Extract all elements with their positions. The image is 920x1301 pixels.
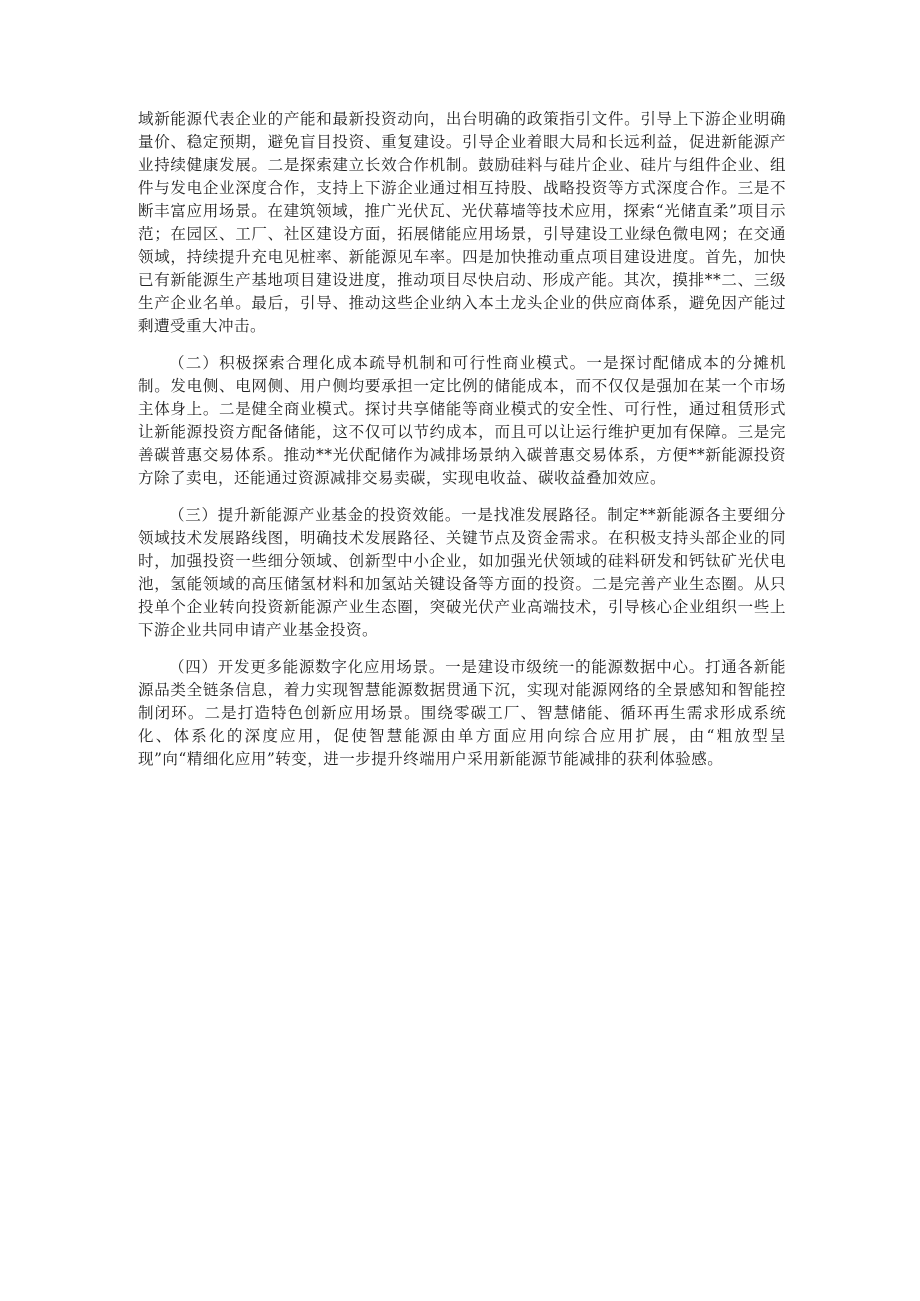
paragraph-section-2: （二）积极探索合理化成本疏导机制和可行性商业模式。一是探讨配储成本的分摊机制。发电侧、电网侧、用户侧均要承担一定比例的储能成本，而不仅仅是强加在某一个市场主体身上。二是健全商业模式。探讨共享储能等商业模式的安全性、可行性，通过租赁形式让新能源投资方配备储能，这不仅可以节约成本，而且可以让运行维护更加有保障。三是完善碳普惠交易体系。推动**光伏配储作为减排场景纳入碳普惠交易体系，方便**新能源投资方除了卖电，还能通过资源减排交易卖碳，实现电收益、碳收益叠加效应。 (138, 354, 786, 487)
document-body (138, 108, 786, 785)
paragraph-section-3: （三）提升新能源产业基金的投资效能。一是找准发展路径。制定**新能源各主要细分领域技术发展路线图，明确技术发展路径、关键节点及资金需求。在积极支持头部企业的同时，加强投资一些细分领域、创新型中小企业，如加强光伏领域的硅料研发和钙钛矿光伏电池，氢能领域的高压储氢材料和加氢站关键设备等方面的投资。二是完善产业生态圈。从只投单个企业转向投资新能源产业生态圈，突破光伏产业高端技术，引导核心企业组织一些上下游企业共同申请产业基金投资。 (138, 506, 786, 639)
paragraph-section-4: （四）开发更多能源数字化应用场景。一是建设市级统一的能源数据中心。打通各新能源品类全链条信息，着力实现智慧能源数据贯通下沉，实现对能源网络的全景感知和智能控制闭环。二是打造特色创新应用场景。围绕零碳工厂、智慧储能、循环再生需求形成系统化、体系化的深度应用，促使智慧能源由单方面应用向综合应用扩展，由“粗放型呈现”向“精细化应用”转变，进一步提升终端用户采用新能源节能减排的获利体验感。 (138, 658, 786, 768)
paragraph-continuation: 域新能源代表企业的产能和最新投资动向，出台明确的政策指引文件。引导上下游企业明确量价、稳定预期，避免盲目投资、重复建设。引导企业着眼大局和长远利益，促进新能源产业持续健康发展。二是探索建立长效合作机制。鼓励硅料与硅片企业、硅片与组件企业、组件与发电企业深度合作，支持上下游企业通过相互持股、战略投资等方式深度合作。三是不断丰富应用场景。在建筑领域，推广光伏瓦、光伏幕墙等技术应用，探索“光储直柔”项目示范；在园区、工厂、社区建设方面，拓展储能应用场景，引导建设工业绿色微电网；在交通领域，持续提升充电见桩率、新能源见车率。四是加快推动重点项目建设进度。首先，加快已有新能源生产基地项目建设进度，推动项目尽快启动、形成产能。其次，摸排**二、三级生产企业名单。最后，引导、推动这些企业纳入本土龙头企业的供应商体系，避免因产能过剩遭受重大冲击。 (138, 110, 786, 335)
